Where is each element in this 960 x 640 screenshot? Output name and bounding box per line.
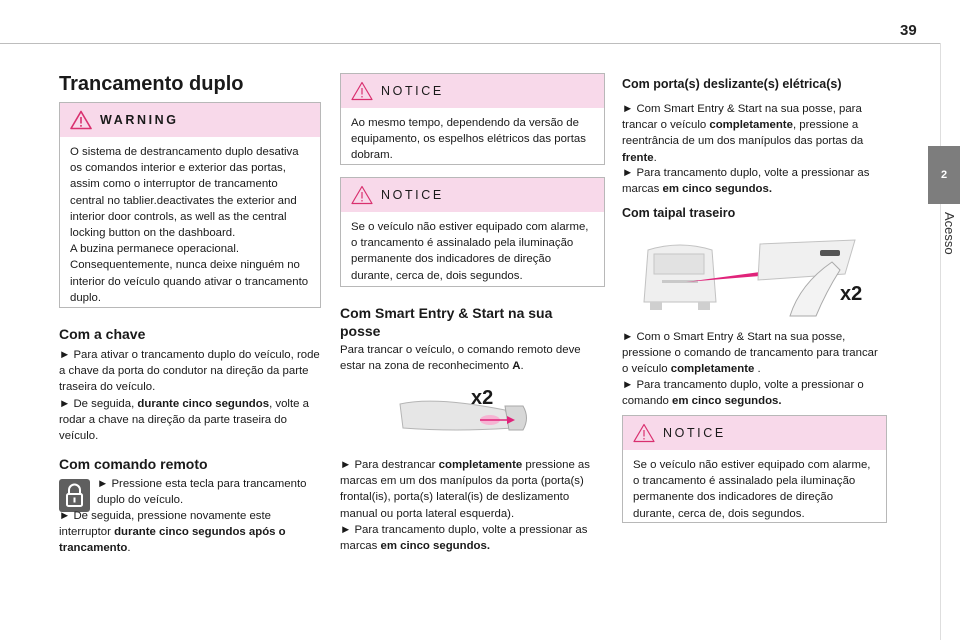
- chapter-number: 2: [940, 169, 948, 181]
- chapter-tab[interactable]: [928, 146, 960, 204]
- smart-intro: Para trancar o veículo, o comando remoto deve estar na zona de reconhecimento A.: [340, 344, 581, 373]
- warning-body: [60, 137, 320, 314]
- tailgate-step-1: ► Com o Smart Entry & Start na sua posse, pressione o comando de trancamento para trancar o veículo completamente .: [622, 331, 878, 376]
- warning-text: O sistema de destrancamento duplo desativa os comandos interior e exterior das portas, assim como o interruptor de trancamento central no tablier.deactivates the exterior and interior door controls, as well as the central locking button on the dashboard.: [70, 146, 299, 240]
- sliding-step-2: ► Para trancamento duplo, volte a pressionar as marcas em cinco segundos.: [622, 167, 870, 196]
- notice-box-2: [340, 177, 605, 287]
- tailgate-illustration: [640, 236, 870, 320]
- notice-header-1: [341, 74, 604, 108]
- warning-text-2: A buzina permanece operacional. Consequentemente, nunca deixe ninguém no interior do veículo quando ativar o trancamento duplo.: [70, 243, 309, 304]
- smart-step-unlock: ► Para destrancar completamente pressione as marcas em um dos manípulos da porta (porta(s) frontal(is), porta(s) lateral(is) de deslizamento manual ou porta lateral esquerda).: [340, 459, 590, 520]
- notice-box-3: [622, 415, 887, 523]
- notice-label-3: NOTICE: [663, 426, 726, 440]
- notice-header-2: [341, 178, 604, 212]
- notice-text-3: Se o veículo não estiver equipado com alarme, o trancamento é assinalado pela iluminação permanente dos indicadores de direção durante, cerca de, dois segundos.: [633, 459, 871, 520]
- door-handle-illustration: [395, 384, 555, 446]
- heading-portas-deslizantes: Com porta(s) deslizante(s) elétrica(s): [622, 77, 842, 91]
- notice-label-2: NOTICE: [381, 188, 444, 202]
- warning-box: [59, 102, 321, 308]
- remoto-step-1: ► Pressione esta tecla para trancamento duplo do veículo.: [97, 478, 307, 507]
- page-number: 39: [900, 22, 917, 39]
- notice-triangle-icon: [351, 185, 373, 205]
- chapter-label: Acesso: [942, 212, 957, 255]
- heading-com-comando-remoto: Com comando remoto: [59, 456, 208, 472]
- chave-step-1: ► Para ativar o trancamento duplo do veículo, rode a chave da porta do condutor na direção da parte traseira do veículo.: [59, 349, 320, 394]
- notice-header-3: [623, 416, 886, 450]
- tailgate-step-2: ► Para trancamento duplo, volte a pressionar o comando em cinco segundos.: [622, 379, 864, 408]
- header-divider: [0, 43, 940, 44]
- heading-smart-entry: Com Smart Entry & Start na sua posse: [340, 305, 553, 339]
- heading-com-a-chave: Com a chave: [59, 326, 146, 342]
- side-divider: [940, 43, 941, 640]
- smart-step-double: ► Para trancamento duplo, volte a pressionar as marcas em cinco segundos.: [340, 524, 588, 553]
- notice-text-2: Se o veículo não estiver equipado com alarme, o trancamento é assinalado pela iluminação permanente dos indicadores de direção durante, cerca de, dois segundos.: [351, 221, 589, 282]
- warning-label: WARNING: [100, 113, 179, 127]
- notice-label-1: NOTICE: [381, 84, 444, 98]
- smart-illus-x2: x2: [471, 387, 494, 409]
- notice-text-1: Ao mesmo tempo, dependendo da versão de equipamento, os espelhos elétricos das portas dobram.: [351, 117, 586, 162]
- sliding-step-1: ► Com Smart Entry & Start na sua posse, para trancar o veículo completamente, pressione a reentrância de um dos manípulos das portas da frente.: [622, 103, 864, 164]
- notice-triangle-icon: [633, 423, 655, 443]
- notice-triangle-icon: [351, 81, 373, 101]
- chave-step-2: ► De seguida, durante cinco segundos, volte a rodar a chave na direção da parte traseira do veículo.: [59, 398, 309, 443]
- heading-taipal-traseiro: Com taipal traseiro: [622, 206, 736, 220]
- warning-header: [60, 103, 320, 137]
- tailgate-illus-x2: x2: [840, 283, 863, 305]
- page-title: Trancamento duplo: [59, 73, 244, 95]
- remoto-step-2: ► De seguida, pressione novamente este interruptor durante cinco segundos após o trancamento.: [59, 510, 286, 555]
- warning-triangle-icon: [70, 110, 92, 130]
- notice-box-1: [340, 73, 605, 165]
